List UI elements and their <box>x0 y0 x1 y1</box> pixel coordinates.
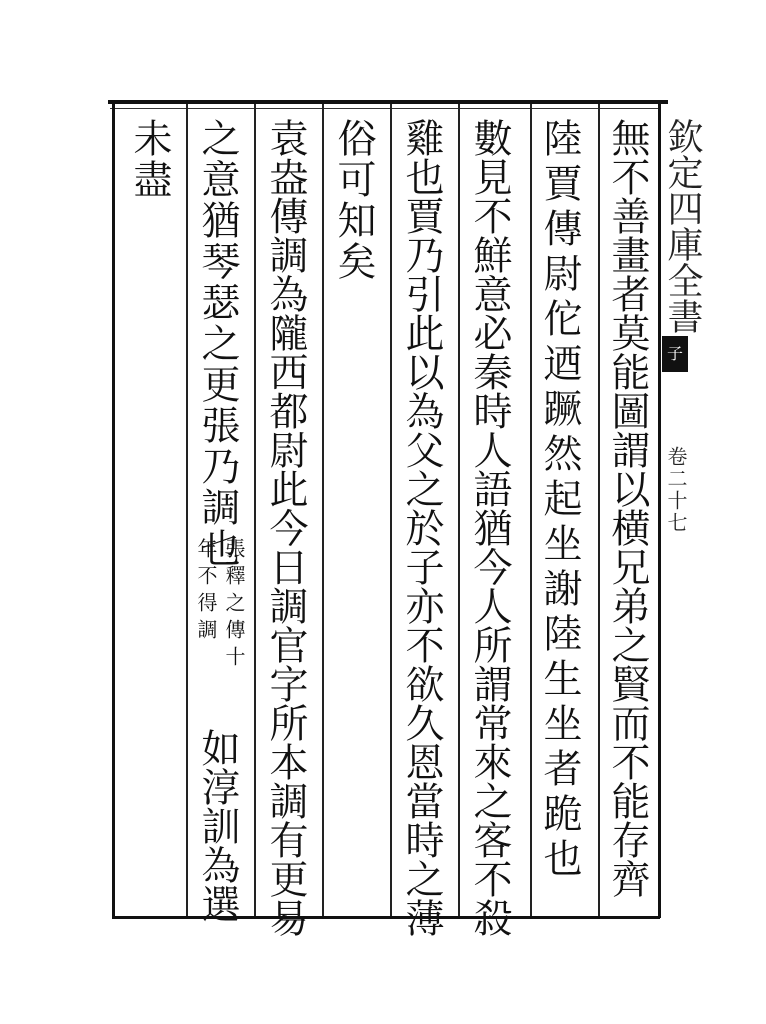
frame-top-rule <box>108 100 668 104</box>
margin-book-title: 欽定四庫全書 <box>662 118 703 334</box>
text-column-3: 數見不鮮意必秦時人語猶今人所謂常來之客不殺 <box>467 118 512 937</box>
text-column-7: 之意猶琴瑟之更張乃調也 <box>195 118 240 569</box>
text-column-2: 陸賈傳尉佗迺蹶然起坐謝陸生坐者跪也 <box>537 118 582 883</box>
text-column-6: 袁盎傳調為隴西都尉此今日調官字所本調有更易 <box>263 118 308 937</box>
column-divider <box>390 104 392 916</box>
column-divider <box>598 104 600 916</box>
annotation-line-1: 張釋之傳十 <box>222 538 246 673</box>
text-column-5: 俗可知矣 <box>331 118 376 282</box>
column-divider <box>186 104 188 916</box>
frame-left-rule <box>112 104 115 918</box>
frame-right-rule <box>658 104 661 918</box>
column-divider <box>254 104 256 916</box>
annotation-line-2: 年不得調 <box>194 538 218 646</box>
column-divider <box>530 104 532 916</box>
frame-top-inner-rule <box>110 108 660 109</box>
margin-section-mark: 子 <box>662 336 688 372</box>
text-column-7-tail: 如淳訓為選 <box>195 728 240 923</box>
text-column-4: 雞也賈乃引此以為父之於子亦不欲久恩當時之薄 <box>399 118 444 937</box>
column-divider <box>322 104 324 916</box>
text-column-1: 無不善畫者莫能圖謂以横兄弟之賢而不能存齊 <box>605 118 650 898</box>
margin-volume-label: 卷二十七 <box>664 446 688 534</box>
text-column-8: 未盡 <box>127 118 172 200</box>
column-divider <box>458 104 460 916</box>
